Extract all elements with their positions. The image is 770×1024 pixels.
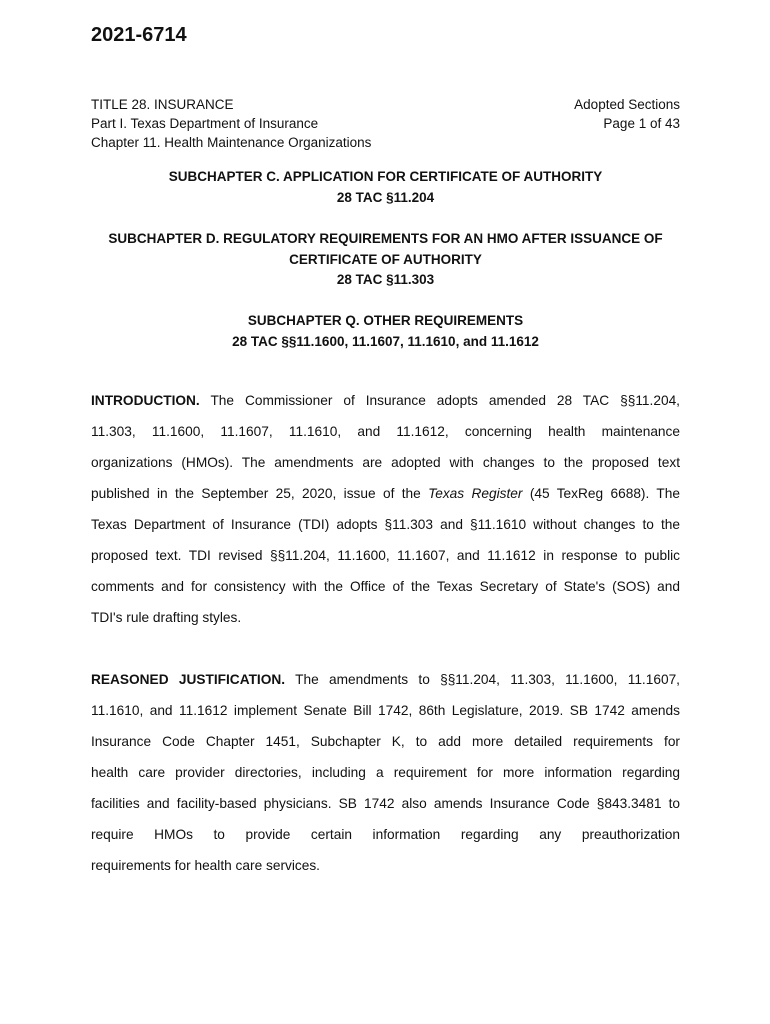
subchapter-q-heading <box>91 311 680 352</box>
paragraph-line: 11.1610, and 11.1612 implement Senate Bill 1742, 86th Legislature, 2019. SB 1742 amends <box>91 703 680 718</box>
subchapter-d-heading <box>91 229 680 291</box>
reasoned-justification-heading: REASONED JUSTIFICATION. <box>91 672 286 687</box>
paragraph-line: Insurance Code Chapter 1451, Subchapter K, to add more detailed requirements for <box>91 734 680 749</box>
paragraph-line: requirements for health care services. <box>91 858 320 873</box>
page-number: Page 1 of 43 <box>603 116 680 131</box>
header-title-line: TITLE 28. INSURANCE <box>91 97 234 112</box>
paragraph-line: 11.303, 11.1600, 11.1607, 11.1610, and 11.1612, concerning health maintenance <box>91 424 680 439</box>
subchapter-c-citation: 28 TAC §11.204 <box>336 189 435 205</box>
paragraph-line: comments and for consistency with the Office of the Texas Secretary of State's (SOS) and <box>91 579 680 594</box>
header-left-block <box>91 95 371 152</box>
reasoned-justification-paragraph <box>91 664 680 881</box>
subchapter-d-title-line-1: SUBCHAPTER D. REGULATORY REQUIREMENTS FOR AN HMO AFTER ISSUANCE OF <box>108 231 663 246</box>
paragraph-line <box>91 385 680 416</box>
publication-title: Texas Register <box>428 486 523 501</box>
paragraph-line: organizations (HMOs). The amendments are adopted with changes to the proposed text <box>91 455 680 470</box>
subchapter-d-citation: 28 TAC §11.303 <box>336 272 435 287</box>
paragraph-line <box>91 478 680 509</box>
paragraph-line: TDI's rule drafting styles. <box>91 610 242 625</box>
paragraph-line: require HMOs to provide certain information regarding any preauthorization <box>91 827 680 842</box>
paragraph-text: (45 TexReg 6688). The <box>522 486 680 501</box>
paragraph-text: The Commissioner of Insurance adopts amended 28 TAC §§11.204, <box>210 393 680 408</box>
adopted-sections-label: Adopted Sections <box>574 97 680 112</box>
header-part-line: Part I. Texas Department of Insurance <box>91 116 319 131</box>
header-chapter-line: Chapter 11. Health Maintenance Organizations <box>91 135 372 150</box>
subchapter-q-title: SUBCHAPTER Q. OTHER REQUIREMENTS <box>247 313 524 328</box>
introduction-heading: INTRODUCTION. <box>91 393 200 408</box>
paragraph-line: proposed text. TDI revised §§11.204, 11.1600, 11.1607, and 11.1612 in response to public <box>91 548 680 563</box>
paragraph-text: published in the September 25, 2020, issue of the <box>91 486 429 501</box>
paragraph-line: facilities and facility-based physicians. SB 1742 also amends Insurance Code §843.3481 to <box>91 796 680 811</box>
header-right-block <box>574 95 680 133</box>
paragraph-line: Texas Department of Insurance (TDI) adopts §11.303 and §11.1610 without changes to the <box>91 517 680 532</box>
paragraph-line: health care provider directories, including a requirement for more information regarding <box>91 765 680 780</box>
introduction-paragraph <box>91 385 680 633</box>
paragraph-text: The amendments to §§11.204, 11.303, 11.1600, 11.1607, <box>295 672 680 687</box>
document-number: 2021-6714 <box>91 24 187 46</box>
subchapter-c-title: SUBCHAPTER C. APPLICATION FOR CERTIFICATE OF AUTHORITY <box>168 169 603 184</box>
subchapter-c-heading <box>91 167 680 208</box>
paragraph-line <box>91 664 680 695</box>
subchapter-q-citation: 28 TAC §§11.1600, 11.1607, 11.1610, and 11.1612 <box>232 333 539 349</box>
subchapter-d-title-line-2: CERTIFICATE OF AUTHORITY <box>289 251 482 267</box>
